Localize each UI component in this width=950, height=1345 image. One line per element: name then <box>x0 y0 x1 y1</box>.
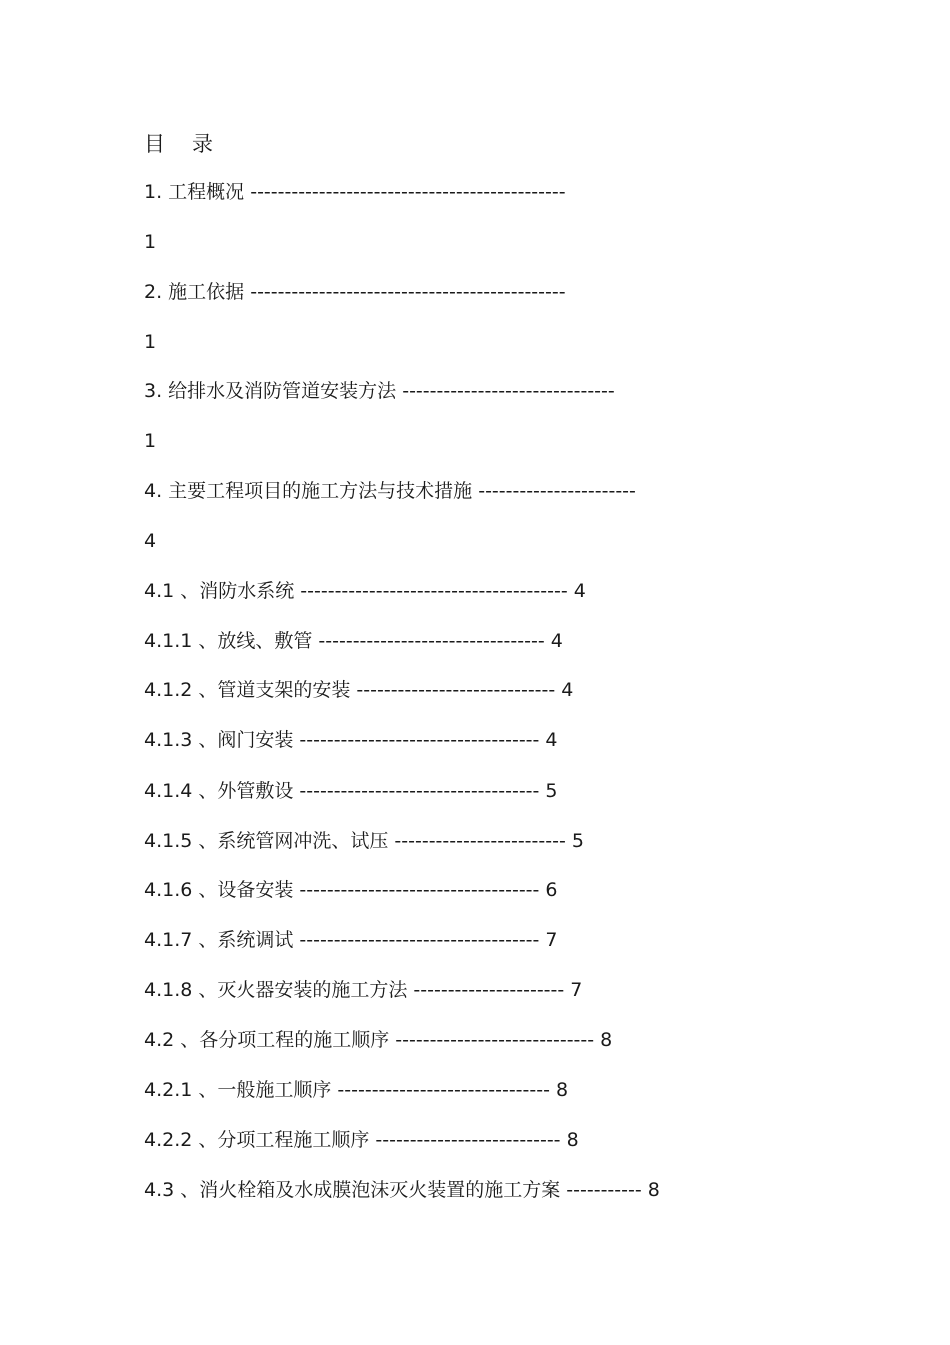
toc-line-16: 4.1.7 、系统调试 ----------------------------------- 7 <box>144 929 558 951</box>
toc-title: 目录 <box>144 132 240 156</box>
toc-line-21: 4.3 、消火栓箱及水成膜泡沫灭火装置的施工方案 ----------- 8 <box>144 1179 660 1201</box>
toc-line-5: 3. 给排水及消防管道安装方法 ------------------------------- <box>144 380 615 402</box>
toc-line-10: 4.1.1 、放线、敷管 --------------------------------- 4 <box>144 630 563 652</box>
toc-line-8: 4 <box>144 530 157 552</box>
toc-line-15: 4.1.6 、设备安装 ----------------------------------- 6 <box>144 879 558 901</box>
toc-line-19: 4.2.1 、一般施工顺序 ------------------------------- 8 <box>144 1079 569 1101</box>
toc-line-11: 4.1.2 、管道支架的安装 ----------------------------- 4 <box>144 679 574 701</box>
toc-line-2: 1 <box>144 231 157 253</box>
toc-line-18: 4.2 、各分项工程的施工顺序 ----------------------------- 8 <box>144 1029 613 1051</box>
toc-line-6: 1 <box>144 430 157 452</box>
toc-line-12: 4.1.3 、阀门安装 ----------------------------------- 4 <box>144 729 558 751</box>
toc-line-9: 4.1 、消防水系统 --------------------------------------- 4 <box>144 580 586 602</box>
toc-line-20: 4.2.2 、分项工程施工顺序 --------------------------- 8 <box>144 1129 579 1151</box>
toc-line-13: 4.1.4 、外管敷设 ----------------------------------- 5 <box>144 780 558 802</box>
toc-line-7: 4. 主要工程项目的施工方法与技术措施 ----------------------- <box>144 480 636 502</box>
toc-line-1: 1. 工程概况 ---------------------------------------------- <box>144 181 566 203</box>
toc-line-3: 2. 施工依据 ---------------------------------------------- <box>144 281 566 303</box>
toc-line-14: 4.1.5 、系统管网冲洗、试压 ------------------------- 5 <box>144 830 584 852</box>
toc-line-17: 4.1.8 、灭火器安装的施工方法 ---------------------- 7 <box>144 979 583 1001</box>
toc-line-4: 1 <box>144 331 157 353</box>
